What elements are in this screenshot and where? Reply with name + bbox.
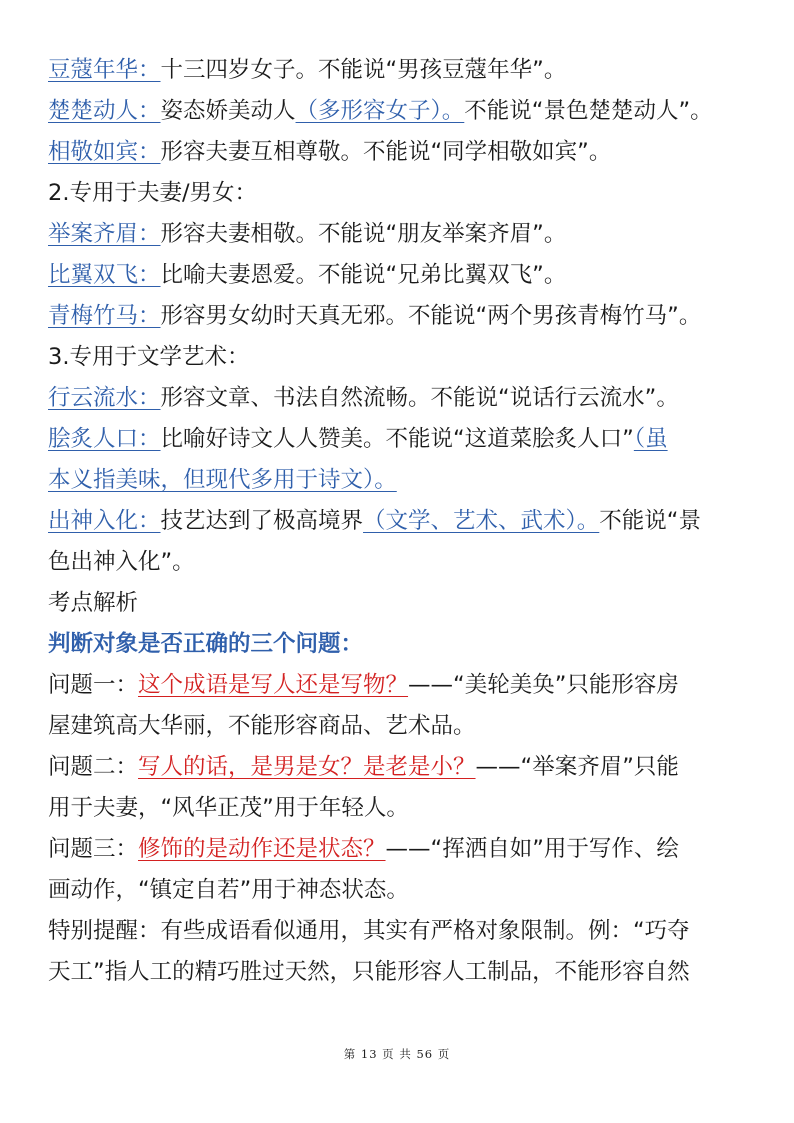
analysis-heading-text: 判断对象是否正确的三个问题： bbox=[48, 631, 364, 657]
idiom-explanation: 形容文章、书法自然流畅。不能说“说话行云流水”。 bbox=[160, 385, 679, 411]
question-two-continued bbox=[48, 788, 754, 829]
idiom-term: 楚楚动人： bbox=[48, 98, 161, 124]
question-one-continued bbox=[48, 706, 754, 747]
question-text: 写人的话，是男是女？是老是小？ bbox=[138, 754, 476, 780]
idiom-explanation: 姿态娇美动人 bbox=[160, 98, 296, 124]
entry-chushen-continued bbox=[48, 542, 754, 583]
idiom-explanation: 十三四岁女子。不能说“男孩豆蔻年华”。 bbox=[160, 57, 567, 83]
question-answer: 画动作，“镇定自若”用于神态状态。 bbox=[48, 877, 409, 903]
entry-chushen bbox=[48, 501, 754, 542]
entry-kuaizhi bbox=[48, 419, 754, 460]
question-three bbox=[48, 829, 754, 870]
idiom-term: 行云流水： bbox=[48, 385, 161, 411]
analysis-heading bbox=[48, 624, 754, 665]
idiom-explanation: 形容男女幼时天真无邪。不能说“两个男孩青梅竹马”。 bbox=[160, 303, 702, 329]
entry-chuchu bbox=[48, 91, 754, 132]
idiom-explanation: 比喻好诗文人人赞美。不能说“这道菜脍炙人口” bbox=[160, 426, 634, 452]
entry-xiangjing bbox=[48, 132, 754, 173]
question-answer: 屋建筑高大华丽，不能形容商品、艺术品。 bbox=[48, 713, 476, 739]
section-heading-literature bbox=[48, 337, 754, 378]
idiom-term: 脍炙人口： bbox=[48, 426, 161, 452]
question-lead: 问题三： bbox=[48, 836, 139, 862]
question-answer: ——“举案齐眉”只能 bbox=[475, 754, 679, 780]
section-heading-text: 2.专用于夫妻/男女： bbox=[48, 180, 258, 206]
question-answer: ——“挥洒自如”用于写作、绘 bbox=[385, 836, 679, 862]
special-reminder-continued bbox=[48, 952, 754, 993]
question-lead: 问题一： bbox=[48, 672, 139, 698]
idiom-note: （文学、艺术、武术）。 bbox=[363, 508, 600, 534]
idiom-explanation: 形容夫妻互相尊敬。不能说“同学相敬如宾”。 bbox=[160, 139, 612, 165]
idiom-explanation: 技艺达到了极高境界 bbox=[160, 508, 364, 534]
idiom-term: 举案齐眉： bbox=[48, 221, 161, 247]
question-one bbox=[48, 665, 754, 706]
reminder-text: 特别提醒：有些成语看似通用，其实有严格对象限制。例：“巧夺 bbox=[48, 918, 690, 944]
idiom-term: 青梅竹马： bbox=[48, 303, 161, 329]
entry-qingmei bbox=[48, 296, 754, 337]
idiom-note: （虽 bbox=[633, 426, 668, 452]
question-text: 修饰的是动作还是状态？ bbox=[138, 836, 386, 862]
idiom-note: 本义指美味，但现代多用于诗文）。 bbox=[48, 467, 397, 493]
entry-xingyun bbox=[48, 378, 754, 419]
page-number-footer: 第 13 页 共 56 页 bbox=[343, 1047, 451, 1061]
idiom-note: （多形容女子）。 bbox=[295, 98, 465, 124]
question-text: 这个成语是写人还是写物？ bbox=[138, 672, 409, 698]
idiom-term: 比翼双飞： bbox=[48, 262, 161, 288]
entry-juan bbox=[48, 214, 754, 255]
entry-kuaizhi-continued bbox=[48, 460, 754, 501]
idiom-term: 出神入化： bbox=[48, 508, 161, 534]
idiom-explanation: 比喻夫妻恩爱。不能说“兄弟比翼双飞”。 bbox=[160, 262, 567, 288]
idiom-explanation-tail: 不能说“景 bbox=[599, 508, 701, 534]
idiom-term: 相敬如宾： bbox=[48, 139, 161, 165]
question-answer: 用于夫妻，“风华正茂”用于年轻人。 bbox=[48, 795, 409, 821]
question-lead: 问题二： bbox=[48, 754, 139, 780]
entry-biyi bbox=[48, 255, 754, 296]
idiom-explanation: 形容夫妻相敬。不能说“朋友举案齐眉”。 bbox=[160, 221, 567, 247]
question-two bbox=[48, 747, 754, 788]
idiom-term: 豆蔻年华： bbox=[48, 57, 161, 83]
analysis-label-text: 考点解析 bbox=[48, 590, 139, 616]
document-body bbox=[48, 50, 754, 993]
question-three-continued bbox=[48, 870, 754, 911]
section-heading-couples bbox=[48, 173, 754, 214]
analysis-label bbox=[48, 583, 754, 624]
idiom-explanation-tail: 不能说“景色楚楚动人”。 bbox=[464, 98, 713, 124]
question-answer: ——“美轮美奂”只能形容房 bbox=[408, 672, 679, 698]
section-heading-text: 3.专用于文学艺术： bbox=[48, 344, 250, 370]
reminder-text: 天工”指人工的精巧胜过天然，只能形容人工制品，不能形容自然 bbox=[48, 959, 690, 985]
special-reminder bbox=[48, 911, 754, 952]
entry-doukou bbox=[48, 50, 754, 91]
idiom-explanation: 色出神入化”。 bbox=[48, 549, 195, 575]
